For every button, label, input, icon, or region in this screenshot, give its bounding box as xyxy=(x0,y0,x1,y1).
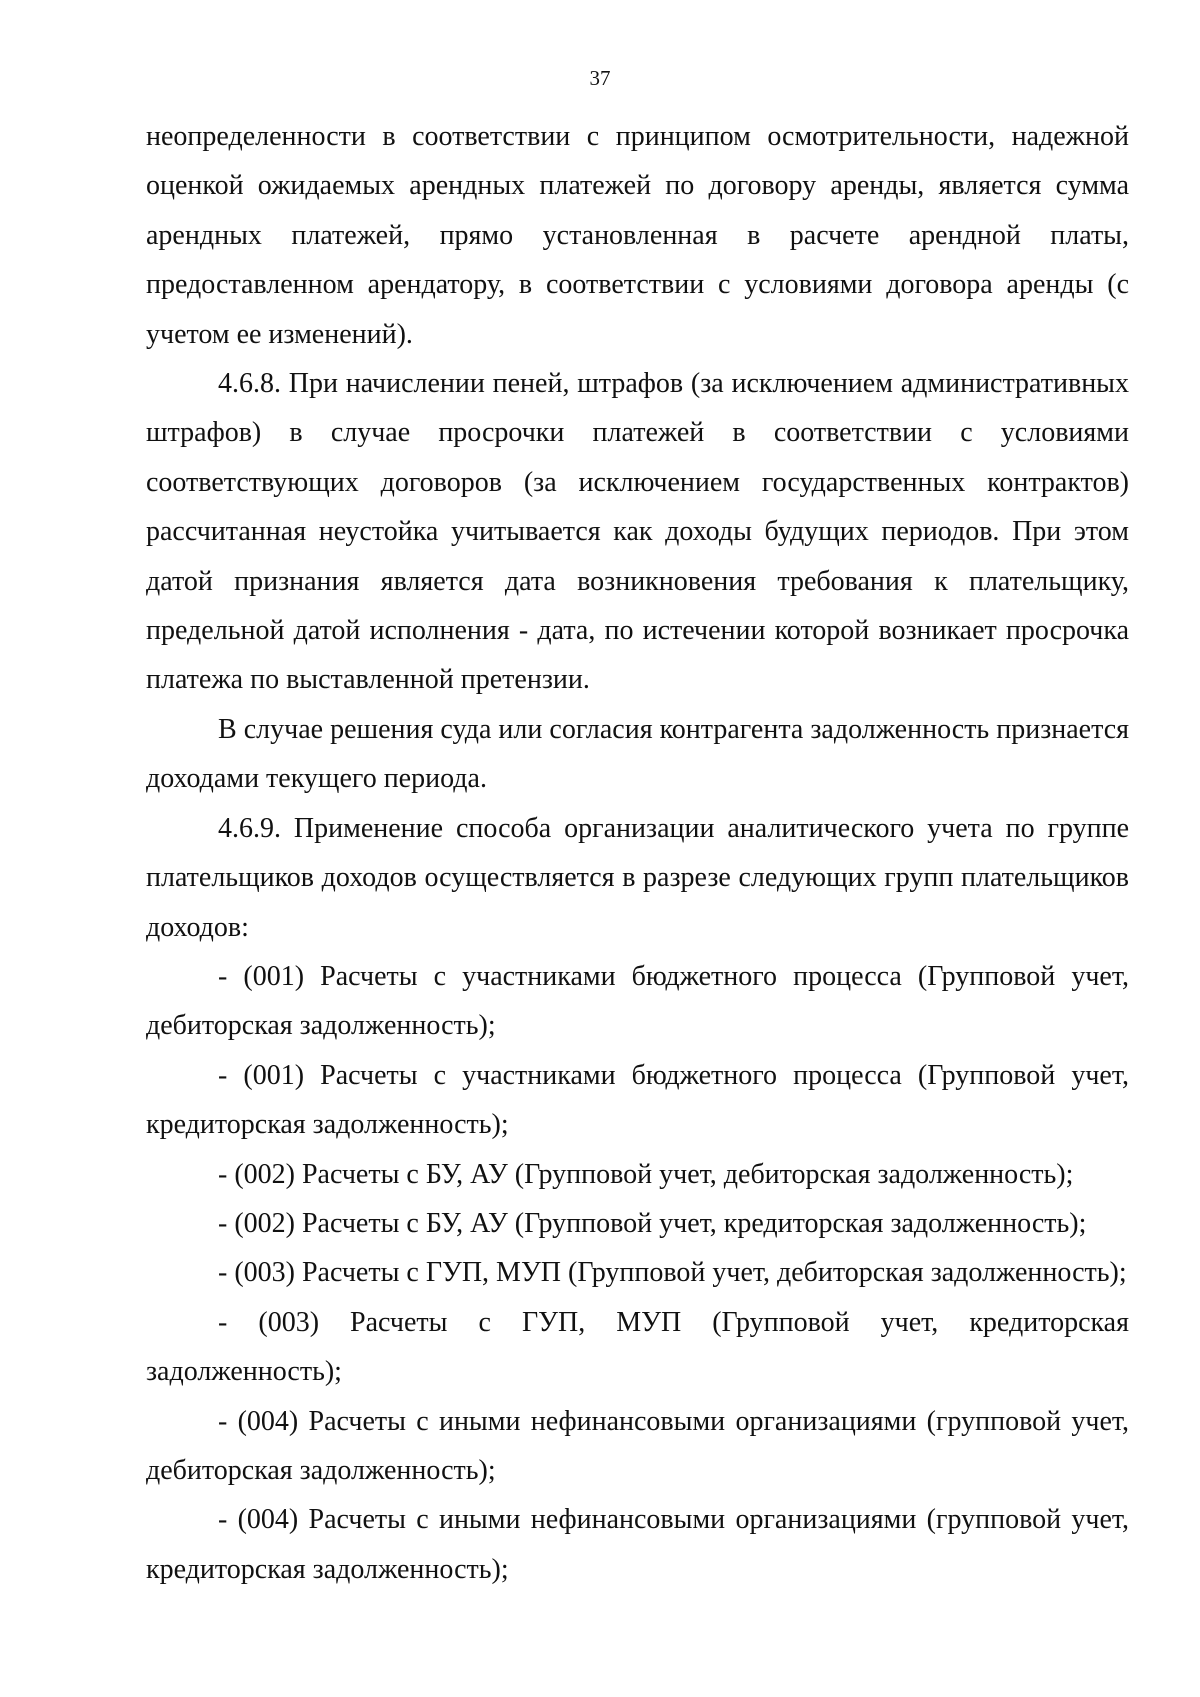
list-item: - (003) Расчеты с ГУП, МУП (Групповой учет, дебиторская задолженность); xyxy=(218,1257,1127,1289)
list-item: - (003) Расчеты с ГУП, МУП (Групповой учет, кредиторская задолженность); xyxy=(146,1306,1129,1388)
list-item: - (002) Расчеты с БУ, АУ (Групповой учет, кредиторская задолженность); xyxy=(218,1207,1087,1239)
list-item: - (001) Расчеты с участниками бюджетного процесса (Групповой учет, кредиторская задолженность); xyxy=(146,1059,1129,1141)
document-body xyxy=(146,112,1129,1594)
paragraph-court-decision: В случае решения суда или согласия контрагента задолженность признается доходами текущего периода. xyxy=(146,713,1129,795)
page-number: 37 xyxy=(589,66,611,90)
paragraph-4-6-8: 4.6.8. При начислении пеней, штрафов (за исключением административных штрафов) в случае просрочки платежей в соответствии с условиями соответствующих договоров (за исключением государственных контрактов) рассчитанная неустойка учитывается как доходы будущих периодов. При этом датой признания является дата возникновения требования к плательщику, предельной датой исполнения - дата, по истечении которой возникает просрочка платежа по выставленной претензии. xyxy=(146,368,1129,696)
list-item: - (001) Расчеты с участниками бюджетного процесса (Групповой учет, дебиторская задолженность); xyxy=(146,960,1129,1042)
list-item: - (004) Расчеты с иными нефинансовыми организациями (групповой учет, кредиторская задолженность); xyxy=(146,1504,1129,1585)
paragraph-4-6-9: 4.6.9. Применение способа организации аналитического учета по группе плательщиков доходов осуществляется в разрезе следующих групп плательщиков доходов: xyxy=(146,812,1129,943)
list-item: - (004) Расчеты с иными нефинансовыми организациями (групповой учет, дебиторская задолженность); xyxy=(146,1405,1129,1486)
list-item: - (002) Расчеты с БУ, АУ (Групповой учет, дебиторская задолженность); xyxy=(218,1158,1074,1190)
paragraph-continuation: неопределенности в соответствии с принципом осмотрительности, надежной оценкой ожидаемых арендных платежей по договору аренды, является сумма арендных платежей, прямо установленная в расчете арендной платы, предоставленном арендатору, в соответствии с условиями договора аренды (с учетом ее изменений). xyxy=(146,121,1129,350)
